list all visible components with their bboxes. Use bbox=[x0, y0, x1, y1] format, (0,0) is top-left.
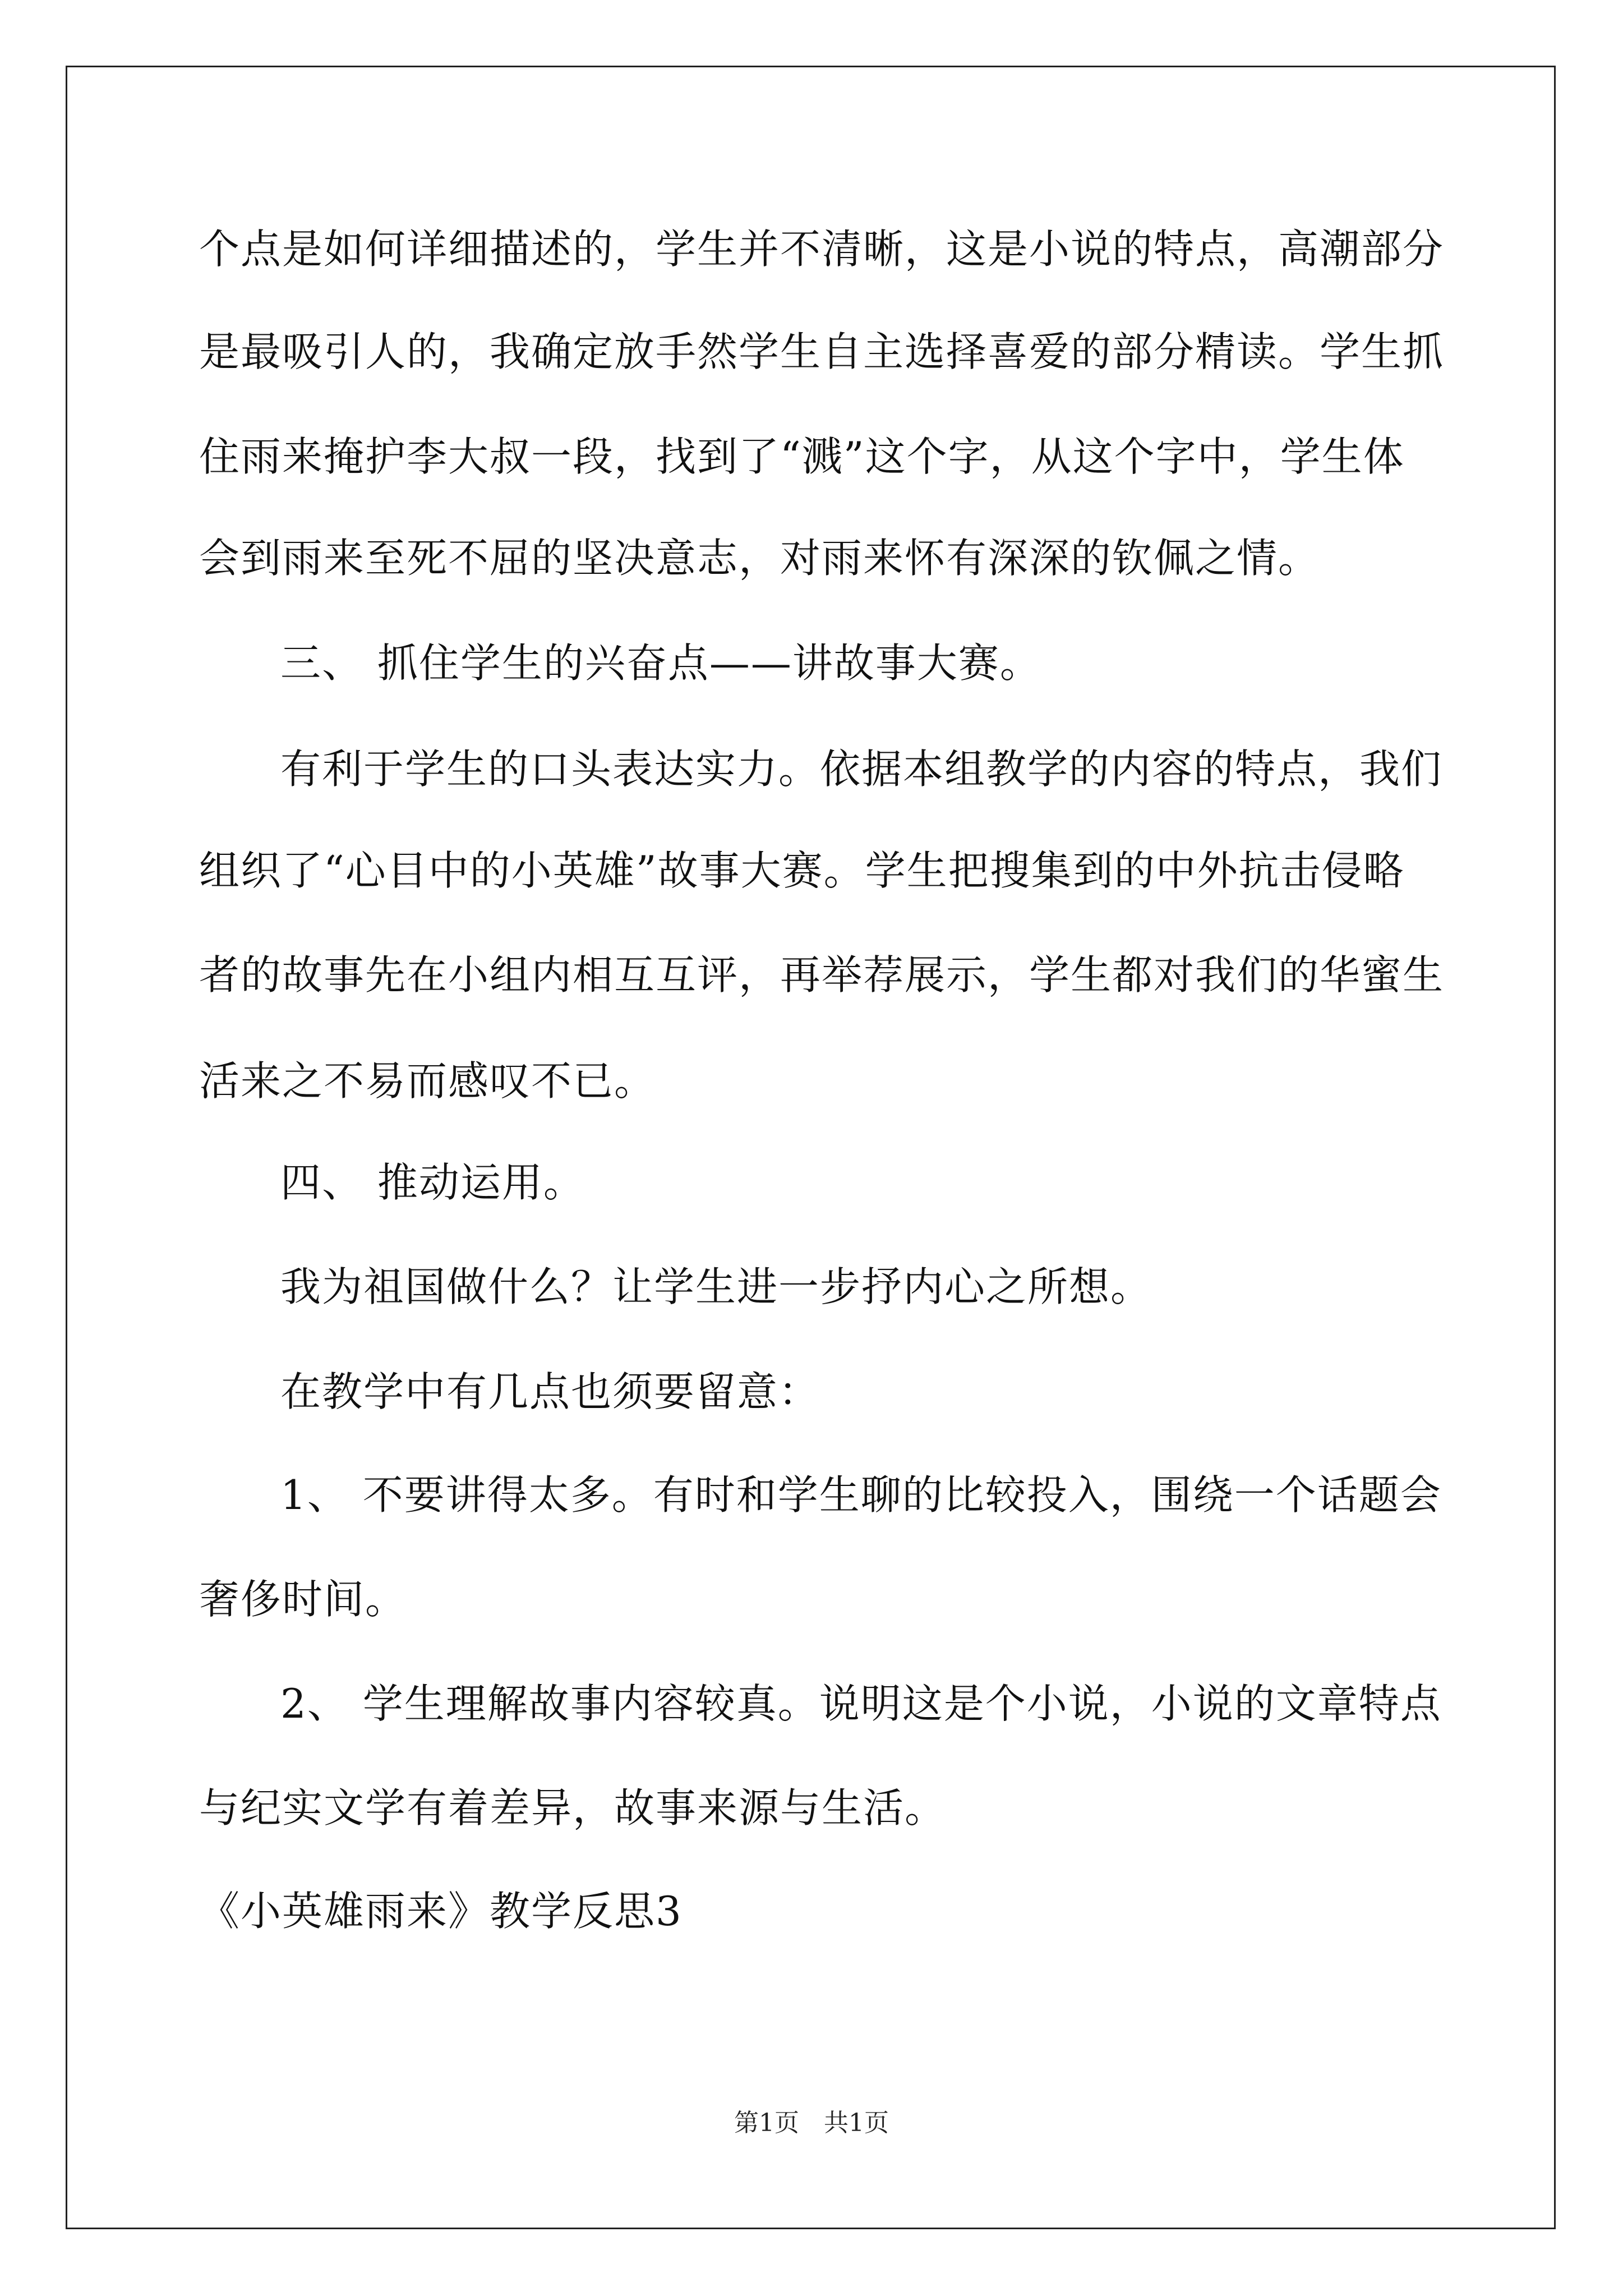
list-item-line: 奢侈时间。 bbox=[199, 1576, 407, 1623]
paragraph-line: 者的故事先在小组内相互互评，再举荐展示，学生都对我们的华蜜生 bbox=[199, 951, 1445, 999]
paragraph-line: 组织了“心目中的小英雄”故事大赛。学生把搜集到的中外抗击侵略 bbox=[199, 847, 1405, 894]
list-item-line: 与纪实文学有着差异，故事来源与生活。 bbox=[199, 1784, 947, 1832]
section-heading: 四、 推动运用。 bbox=[280, 1159, 585, 1206]
paragraph-line: 会到雨来至死不屈的坚决意志，对雨来怀有深深的钦佩之情。 bbox=[199, 535, 1320, 582]
article-title: 《小英雄雨来》教学反思3 bbox=[199, 1888, 683, 1935]
paragraph-line: 活来之不易而感叹不已。 bbox=[199, 1057, 656, 1105]
paragraph-line: 是最吸引人的，我确定放手然学生自主选择喜爱的部分精读。学生抓 bbox=[199, 328, 1445, 375]
paragraph-line: 我为祖国做什么？让学生进一步抒内心之所想。 bbox=[280, 1263, 1152, 1310]
page-number: 第1页 共1页 bbox=[734, 2109, 889, 2137]
list-item-line: 1、 不要讲得太多。有时和学生聊的比较投入，围绕一个话题会 bbox=[280, 1471, 1442, 1519]
paragraph-line: 个点是如何详细描述的，学生并不清晰，这是小说的特点，高潮部分 bbox=[199, 226, 1445, 273]
paragraph-line: 有利于学生的口头表达实力。依据本组教学的内容的特点，我们 bbox=[280, 746, 1443, 793]
list-item-line: 2、 学生理解故事内容较真。说明这是个小说，小说的文章特点 bbox=[280, 1680, 1442, 1727]
paragraph-line: 住雨来掩护李大叔一段，找到了“溅”这个字，从这个字中，学生体 bbox=[199, 433, 1405, 480]
paragraph-line: 在教学中有几点也须要留意： bbox=[280, 1368, 820, 1415]
section-heading: 三、 抓住学生的兴奋点——讲故事大赛。 bbox=[280, 639, 1041, 687]
